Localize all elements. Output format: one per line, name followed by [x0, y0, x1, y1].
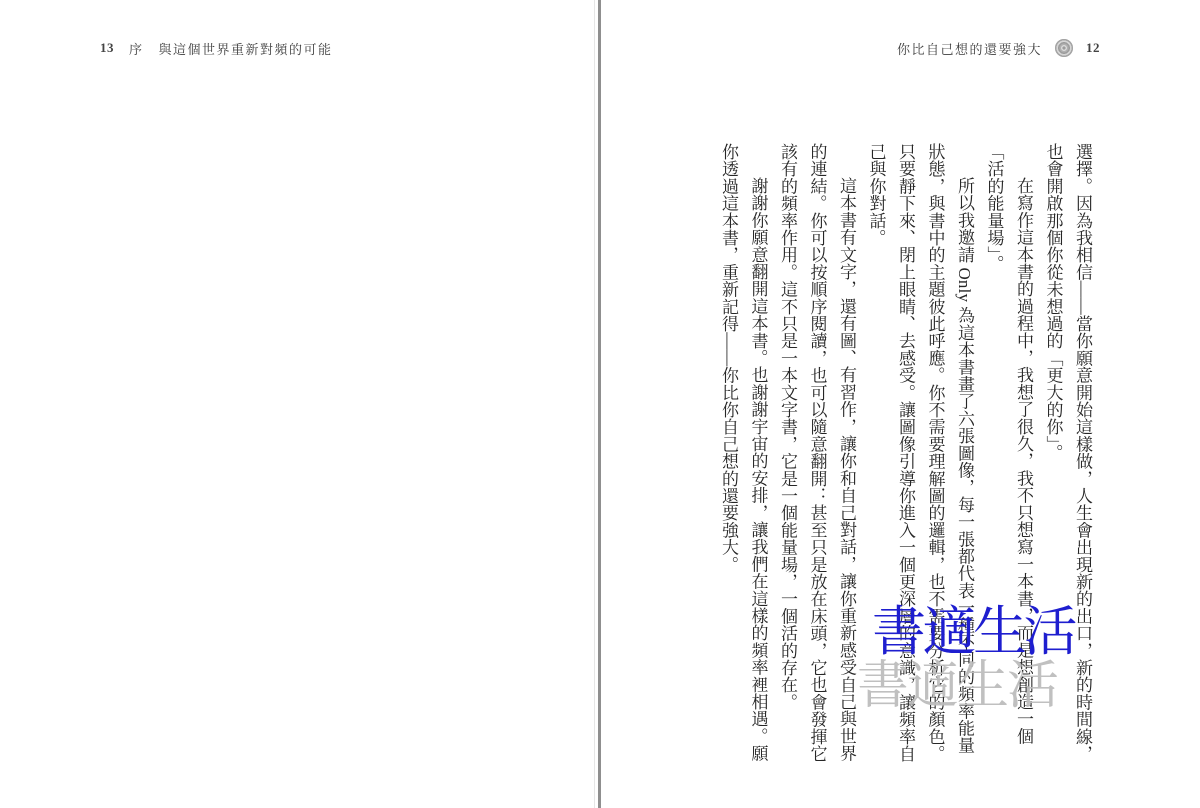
paragraph-2: 在寫作這本書的過程中，我想了很久，我不只想寫一本書，而是想創造一個「活的能量場」。 [984, 143, 1033, 745]
mandala-circle-icon [1055, 39, 1073, 57]
watermark-gray: 書適生活 [857, 658, 1058, 715]
chapter-title: 與這個世界重新對頻的可能 [158, 41, 333, 57]
left-page-number: 13 [100, 40, 114, 55]
left-page-header [100, 39, 333, 57]
body-text [697, 143, 1097, 765]
watermark-blue: 書適生活 [872, 602, 1074, 662]
right-page-header [897, 39, 1100, 57]
paragraph-4: 這本書有文字，還有圖、有習作，讓你和自己對話，讓你重新感受自己與世界的連結。你可以按順序閱讀，也可以隨意翻開：甚至只是放在床頭，它也會發揮它該有的頻率作用。這不只是一本文字書，它是一個能量場，一個活的存在。 [778, 143, 856, 763]
paragraph-1: 選擇。因為我相信——當你願意開始這樣做，人生會出現新的出口，新的時間線，也會開啟那個你從未想過的「更大的你」。 [1043, 143, 1092, 763]
page-gutter-line [598, 0, 601, 808]
right-page-number: 12 [1086, 40, 1100, 55]
paragraph-3: 所以我邀請 Only 為這本書畫了六張圖像，每一張都代表一種不同的頻率能量狀態，與書中的主題彼此呼應。你不需要理解圖的邏輯，也不需要分析它的顏色。只要靜下來、閉上眼睛、去感受。讓圖像引導你進入一個更深層的意識，讓頻率自己與你對話。 [866, 143, 974, 763]
book-title: 你比自己想的還要強大 [896, 41, 1042, 57]
section-label: 序 [129, 41, 144, 57]
page-gutter-highlight [594, 0, 595, 808]
paragraph-5: 謝謝你願意翻開這本書。也謝謝宇宙的安排，讓我們在這樣的頻率裡相遇。願你透過這本書，重新記得——你比你自己想的還要強大。 [719, 143, 768, 762]
